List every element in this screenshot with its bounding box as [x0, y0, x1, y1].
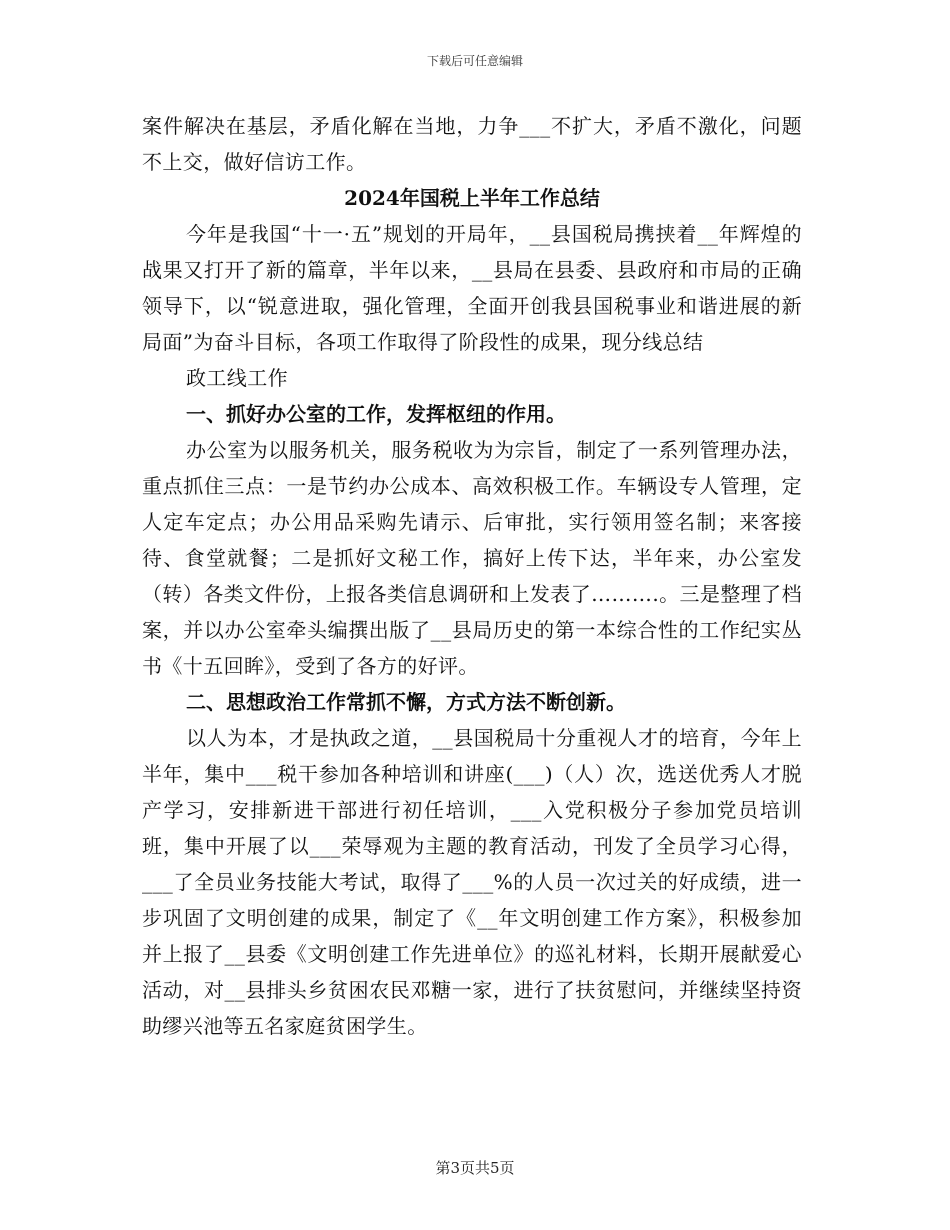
section-heading-1: 一、抓好办公室的工作，发挥枢纽的作用。: [186, 402, 566, 426]
intro-paragraph: 今年是我国“十一·五”规划的开局年，__县国税局携挟着__年辉煌的战果又打开了新的篇章，半年以来，__县局在县委、县政府和市局的正确领导下，以“锐意进取，强化管理，全面开创我县国税事业和谐进展的新局面”为奋斗目标，各项工作取得了阶段性的成果，现分线总结: [142, 222, 802, 354]
page-number: 第3页共5页: [435, 1159, 515, 1177]
section-label: 政工线工作: [186, 366, 288, 390]
document-title: 2024年国税上半年工作总结: [344, 186, 600, 210]
office-paragraph: 办公室为以服务机关，服务税收为为宗旨，制定了一系列管理办法，重点抓住三点：一是节约办公成本、高效积极工作。车辆设专人管理，定人定车定点；办公用品采购先请示、后审批，实行领用签名制；来客接待、食堂就餐；二是抓好文秘工作，搞好上传下达，半年来，办公室发（转）各类文件份，上报各类信息调研和上发表了……….。三是整理了档案，并以办公室牵头编撰出版了__县局历史的第一本综合性的工作纪实丛书《十五回眸》，受到了各方的好评。: [142, 438, 802, 678]
section-heading-2: 二、思想政治工作常抓不懈，方式方法不断创新。: [186, 690, 626, 714]
politics-paragraph: 以人为本，才是执政之道，__县国税局十分重视人才的培育，今年上半年，集中___税干参加各种培训和讲座(___)（人）次，选送优秀人才脱产学习，安排新进干部进行初任培训，___入党积极分子参加党员培训班，集中开展了以___荣辱观为主题的教育活动，刊发了全员学习心得，___了全员业务技能大考试，取得了___%的人员一次过关的好成绩，进一步巩固了文明创建的成果，制定了《__年文明创建工作方案》，积极参加并上报了__县委《文明创建工作先进单位》的巡礼材料，长期开展献爱心活动，对__县排头乡贫困农民邓糖一家，进行了扶贫慰问，并继续坚持资助缪兴池等五名家庭贫困学生。: [142, 726, 802, 1038]
continued-paragraph: 案件解决在基层，矛盾化解在当地，力争___不扩大，矛盾不激化，问题不上交，做好信访工作。: [142, 114, 802, 174]
document-body: [142, 108, 802, 1044]
page-header: 下载后可任意编辑: [426, 54, 523, 68]
